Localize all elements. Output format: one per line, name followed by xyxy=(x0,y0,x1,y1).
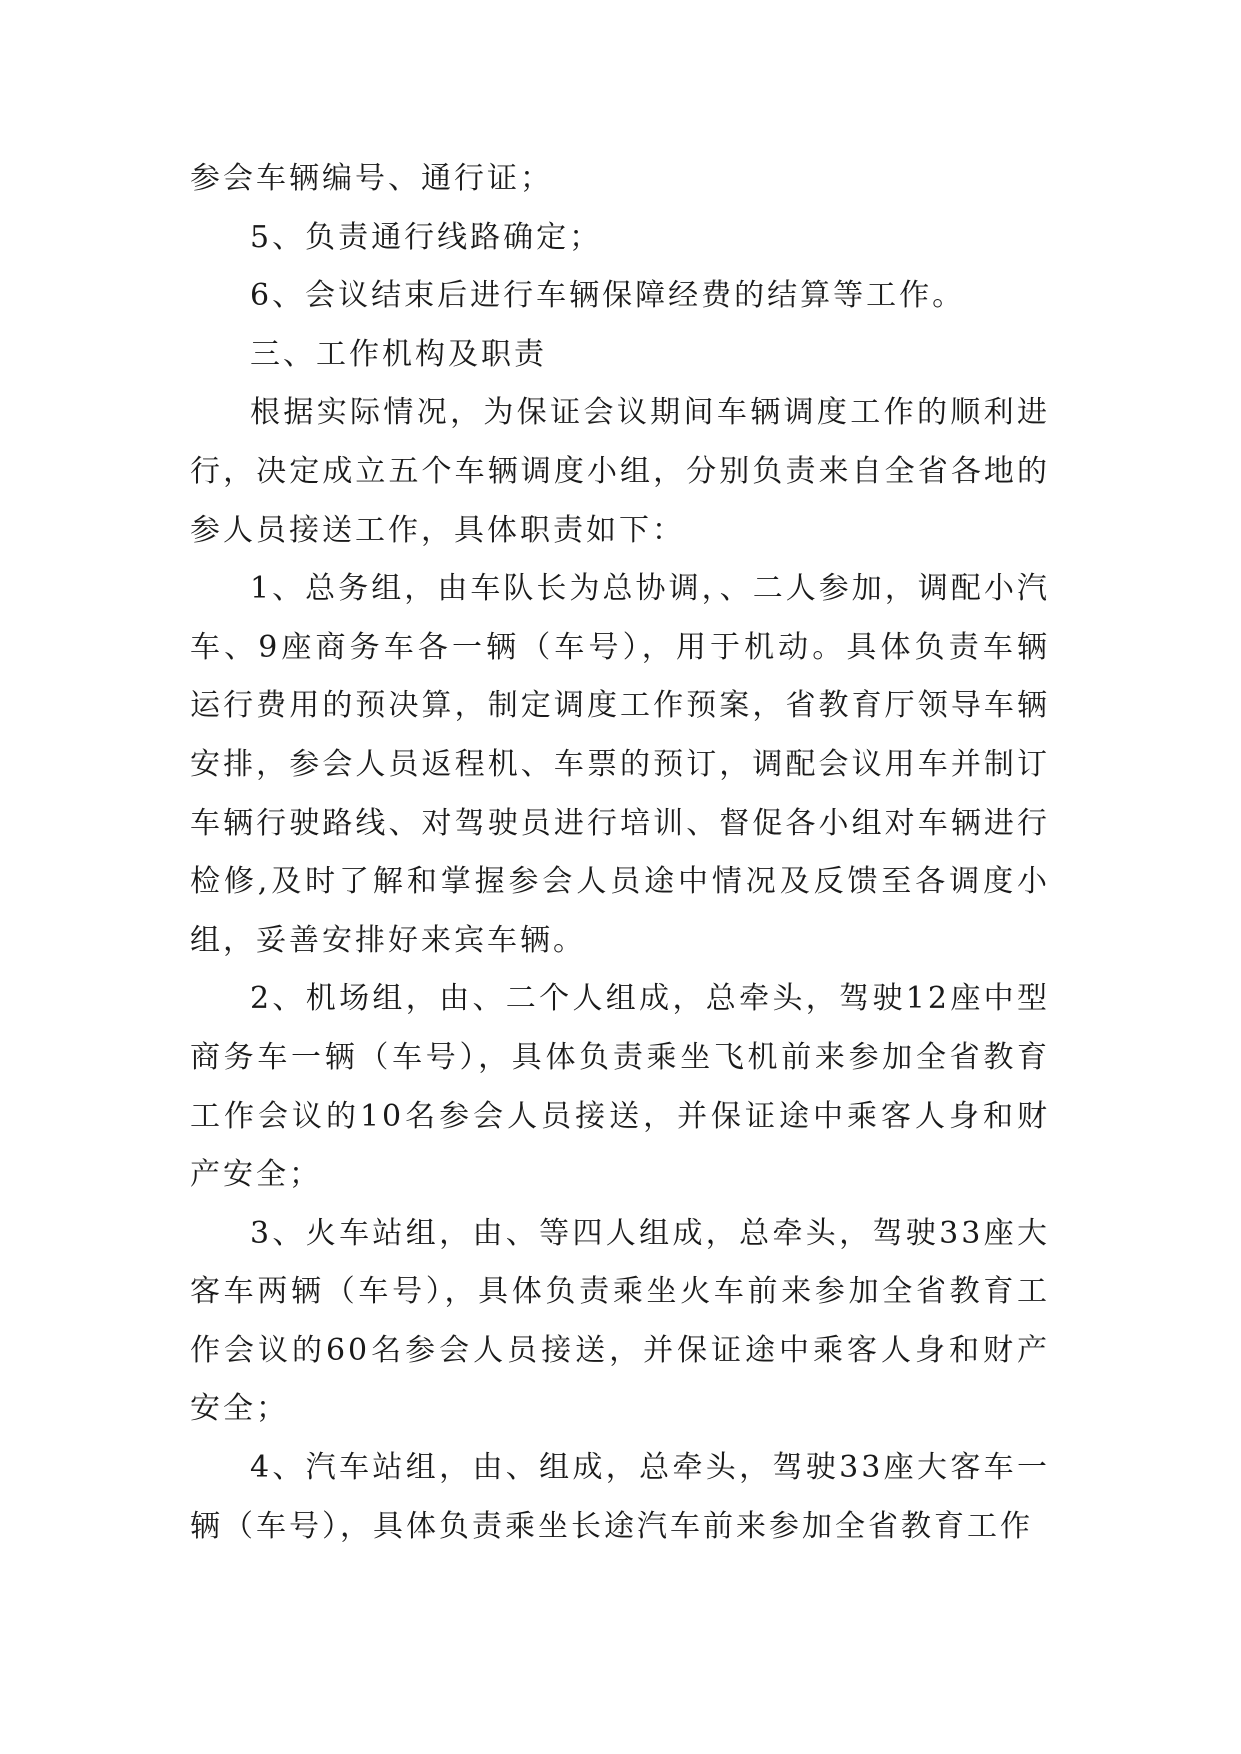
paragraph-train-station-group: 3、火车站组，由、等四人组成，总牵头，驾驶33座大客车两辆（车号），具体负责乘坐火车前来参加全省教育工作会议的60名参会人员接送，并保证途中乘客人身和财产安全； xyxy=(190,1215,1050,1427)
section-heading-3: 三、工作机构及职责 xyxy=(250,336,547,372)
paragraph-bus-station-group: 4、汽车站组，由、组成，总牵头，驾驶33座大客车一辆（车号），具体负责乘坐长途汽车前来参加全省教育工作 xyxy=(190,1450,1050,1544)
paragraph-vehicle-numbers: 参会车辆编号、通行证； xyxy=(190,161,553,196)
paragraph-airport-group: 2、机场组，由、二个人组成，总牵头，驾驶12座中型商务车一辆（车号），具体负责乘坐飞机前来参加全省教育工作会议的10名参会人员接送，并保证途中乘客人身和财产安全； xyxy=(190,981,1050,1193)
paragraph-general-affairs-group: 1、总务组，由车队长为总协调，、二人参加，调配小汽车、9座商务车各一辆（车号），用于机动。具体负责车辆运行费用的预决算，制定调度工作预案，省教育厅领导车辆安排，参会人员返程机、车票的预订，调配会议用车并制订车辆行驶路线、对驾驶员进行培训、督促各小组对车辆进行检修,及时了解和掌握参会人员途中情况及反馈至各调度小组，妥善安排好来宾车辆。 xyxy=(190,571,1050,958)
paragraph-item-5: 5、负责通行线路确定； xyxy=(250,219,603,255)
document-body xyxy=(190,150,1050,1556)
paragraph-item-6: 6、会议结束后进行车辆保障经费的结算等工作。 xyxy=(250,278,966,314)
paragraph-intro: 根据实际情况，为保证会议期间车辆调度工作的顺利进行，决定成立五个车辆调度小组，分别负责来自全省各地的参人员接送工作，具体职责如下： xyxy=(190,395,1050,548)
